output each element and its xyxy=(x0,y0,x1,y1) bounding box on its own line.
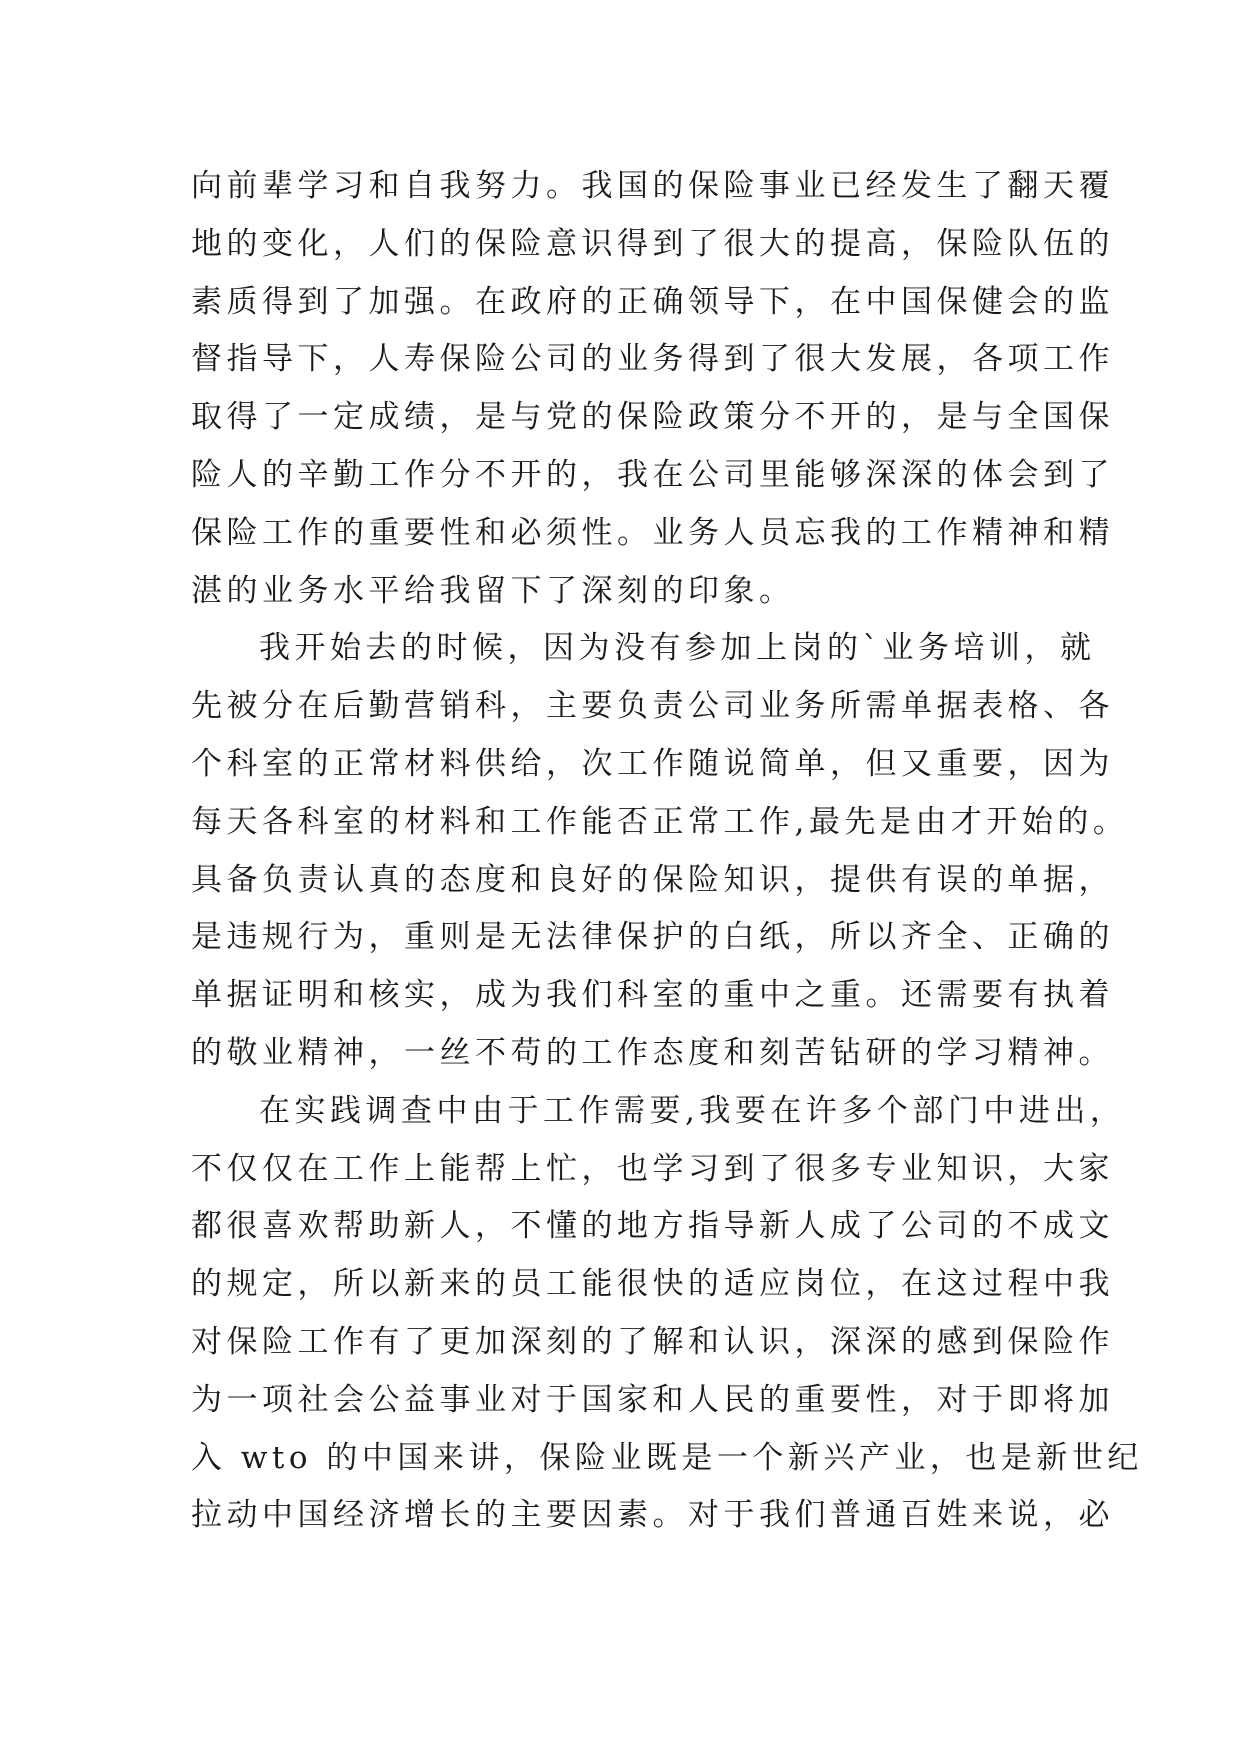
text-line: 地的变化，人们的保险意识得到了很大的提高，保险队伍的 xyxy=(191,225,1114,262)
text-line: 先被分在后勤营销科，主要负责公司业务所需单据表格、各 xyxy=(191,688,1114,725)
text-line: 督指导下，人寿保险公司的业务得到了很大发展，各项工作 xyxy=(191,341,1114,378)
text-line: 我开始去的时候，因为没有参加上岗的`业务培训，就 xyxy=(259,630,1096,667)
text-line: 素质得到了加强。在政府的正确领导下，在中国保健会的监 xyxy=(191,283,1114,320)
text-line: 都很喜欢帮助新人，不懂的地方指导新人成了公司的不成文 xyxy=(191,1208,1114,1245)
text-line: 个科室的正常材料供给，次工作随说简单，但又重要，因为 xyxy=(191,745,1114,782)
paragraph-1 xyxy=(191,158,1114,620)
text-line: 向前辈学习和自我努力。我国的保险事业已经发生了翻天覆 xyxy=(191,168,1114,204)
text-line: 是违规行为，重则是无法律保护的白纸，所以齐全、正确的 xyxy=(191,919,1114,956)
text-line: 在实践调查中由于工作需要,我要在许多个部门中进出， xyxy=(259,1092,1126,1129)
text-line: 具备负责认真的态度和良好的保险知识，提供有误的单据， xyxy=(191,861,1114,898)
text-line: 入 wto 的中国来讲，保险业既是一个新兴产业，也是新世纪 xyxy=(191,1439,1143,1476)
text-line: 保险工作的重要性和必须性。业务人员忘我的工作精神和精 xyxy=(191,514,1114,551)
text-line: 为一项社会公益事业对于国家和人民的重要性，对于即将加 xyxy=(191,1381,1114,1418)
text-line: 湛的业务水平给我留下了深刻的印象。 xyxy=(191,572,795,609)
text-line: 的规定，所以新来的员工能很快的适应岗位，在这过程中我 xyxy=(191,1266,1114,1303)
text-line: 的敬业精神，一丝不苟的工作态度和刻苦钻研的学习精神。 xyxy=(191,1034,1114,1071)
text-line: 取得了一定成绩，是与党的保险政策分不开的，是与全国保 xyxy=(191,399,1114,436)
paragraph-3 xyxy=(191,1083,1143,1545)
text-line: 单据证明和核实，成为我们科室的重中之重。还需要有执着 xyxy=(191,977,1114,1014)
body-text xyxy=(191,158,1143,1545)
text-line: 拉动中国经济增长的主要因素。对于我们普通百姓来说，必 xyxy=(191,1497,1114,1534)
text-line: 对保险工作有了更加深刻的了解和认识，深深的感到保险作 xyxy=(191,1323,1114,1360)
text-line: 不仅仅在工作上能帮上忙，也学习到了很多专业知识，大家 xyxy=(191,1150,1114,1187)
paragraph-2 xyxy=(191,620,1129,1082)
text-line: 险人的辛勤工作分不开的，我在公司里能够深深的体会到了 xyxy=(191,456,1114,493)
text-line: 每天各科室的材料和工作能否正常工作,最先是由才开始的。 xyxy=(191,803,1129,840)
